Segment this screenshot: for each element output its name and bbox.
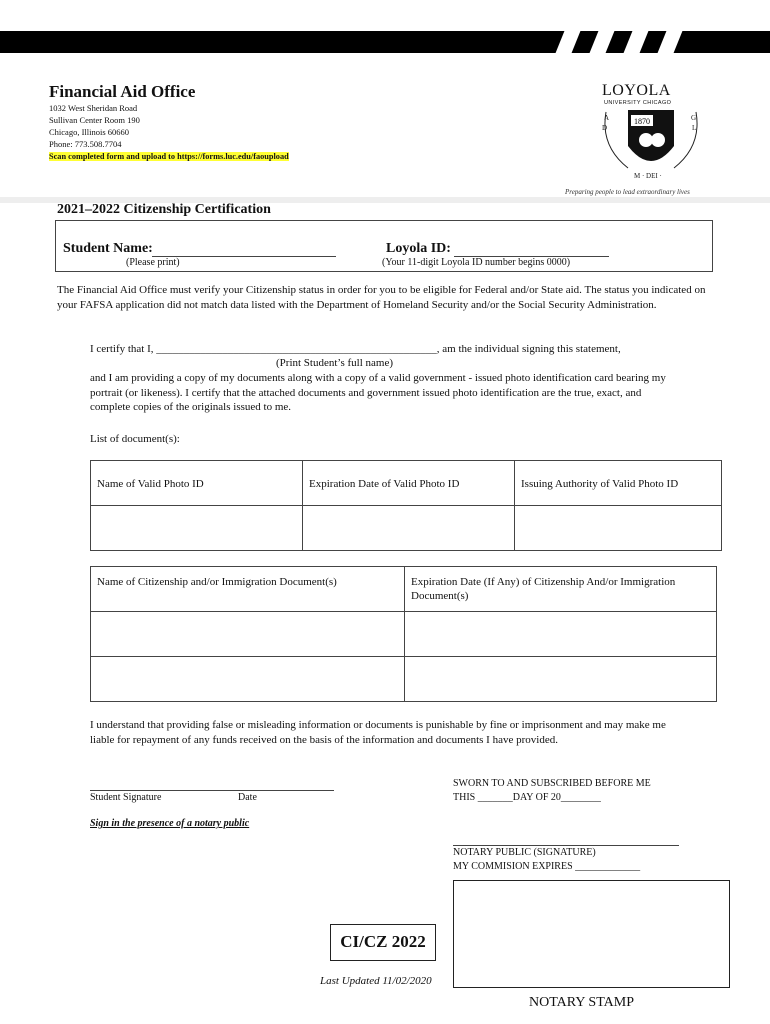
loyola-id-hint: (Your 11-digit Loyola ID number begins 0000)	[382, 257, 571, 268]
notary-instruction: Sign in the presence of a notary public	[90, 818, 250, 829]
form-code: CI/CZ 2022	[330, 924, 436, 961]
svg-text:A: A	[604, 114, 610, 122]
notary-stamp-box	[453, 880, 730, 988]
address-line: Phone: 773.508.7704	[49, 139, 122, 149]
form-title: 2021–2022 Citizenship Certification	[57, 202, 271, 217]
university-logo-name: LOYOLA	[602, 82, 671, 99]
student-name-label: Student Name:	[63, 241, 153, 256]
print-name-hint: (Print Student’s full name)	[276, 357, 394, 369]
certify-paragraph: and I am providing a copy of my documents along with a copy of a valid government - issued photo identification card bearing my portrait (or likeness). I certify that the attached documents and government issued photo identification are the true, exact, and complete copies of the originals issued to me.	[90, 372, 666, 413]
address-line: Sullivan Center Room 190	[49, 115, 140, 125]
table-header: Issuing Authority of Valid Photo ID	[515, 461, 722, 506]
university-tagline: Preparing people to lead extraordinary lives	[565, 188, 690, 196]
svg-text:M · DEI ·: M · DEI ·	[634, 172, 662, 180]
liability-statement: I understand that providing false or misleading information or documents is punishable by fine or imprisonment and may make me liable for repayment of any funds received on the basis of the information and documents I have provided.	[90, 719, 666, 746]
address-line: 1032 West Sheridan Road	[49, 103, 138, 113]
university-seal-icon	[598, 106, 704, 182]
student-signature-field[interactable]	[90, 790, 334, 791]
citizenship-doc-name-cell[interactable]	[91, 612, 405, 657]
sworn-date-line: THIS _______DAY OF 20________	[453, 792, 601, 803]
table-header: Name of Valid Photo ID	[91, 461, 303, 506]
seal-year: 1870	[634, 117, 650, 126]
document-list-label: List of document(s):	[90, 433, 180, 445]
notary-signature-label: NOTARY PUBLIC (SIGNATURE)	[453, 847, 596, 858]
date-label: Date	[238, 792, 257, 803]
commission-expires: MY COMMISION EXPIRES _____________	[453, 861, 641, 872]
student-name-field[interactable]	[152, 256, 336, 257]
office-title: Financial Aid Office	[49, 82, 196, 101]
intro-paragraph: The Financial Aid Office must verify your Citizenship status in order for you to be eligible for Federal and/or State aid. The status you indicated on your FAFSA application did not match data listed with the Department of Homeland Security and/or the Social Security Administration.	[57, 284, 706, 311]
svg-text:L: L	[692, 124, 697, 132]
loyola-id-label: Loyola ID:	[386, 241, 451, 256]
notary-stamp-label: NOTARY STAMP	[529, 995, 634, 1010]
citizenship-doc-name-cell[interactable]	[91, 657, 405, 702]
photo-id-expiration-cell[interactable]	[303, 506, 515, 551]
table-header: Name of Citizenship and/or Immigration Document(s)	[91, 567, 405, 612]
header-banner	[0, 31, 770, 53]
table-header: Expiration Date of Valid Photo ID	[303, 461, 515, 506]
certify-line: I certify that I, ___________________________________________________, am the individual signing this statement,	[90, 343, 621, 355]
upload-note: Scan completed form and upload to https://forms.luc.edu/faoupload	[49, 152, 289, 161]
notary-signature-field[interactable]	[453, 845, 679, 846]
photo-id-name-cell[interactable]	[91, 506, 303, 551]
last-updated: Last Updated 11/02/2020	[320, 975, 432, 987]
citizenship-doc-table	[90, 566, 717, 702]
student-name-hint: (Please print)	[126, 257, 180, 268]
table-header: Expiration Date (If Any) of Citizenship And/or Immigration Document(s)	[405, 567, 717, 612]
svg-text:D: D	[602, 124, 608, 132]
citizenship-doc-expiration-cell[interactable]	[405, 657, 717, 702]
photo-id-table	[90, 460, 722, 551]
student-signature-label: Student Signature	[90, 792, 162, 803]
citizenship-doc-expiration-cell[interactable]	[405, 612, 717, 657]
university-logo-subtitle: UNIVERSITY CHICAGO	[604, 100, 672, 106]
svg-text:G: G	[691, 114, 697, 122]
address-line: Chicago, Illinois 60660	[49, 127, 130, 137]
sworn-statement: SWORN TO AND SUBSCRIBED BEFORE ME	[453, 778, 651, 789]
photo-id-authority-cell[interactable]	[515, 506, 722, 551]
